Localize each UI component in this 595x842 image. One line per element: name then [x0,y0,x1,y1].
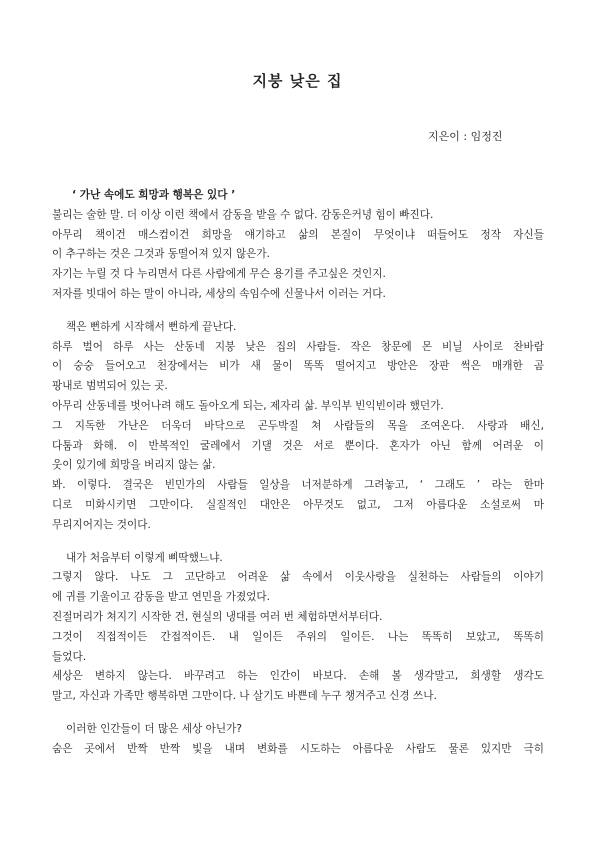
paragraph-line: 에 귀를 기울이고 감동을 받고 연민을 가졌었다. [52,591,271,604]
paragraph-line: 하루 벌어 하루 사는 산동네 지붕 낮은 집의 사람들. 작은 창문에 몬 비닐 사이로 찬바람 [52,340,544,353]
paragraph-line: 저자를 빗대어 하는 말이 아니라, 세상의 속임수에 신물나서 이러는 거다. [52,287,386,300]
author-line: 지은이 : 임정진 [428,130,503,143]
paragraph-gap [52,305,544,318]
paragraph-line: 이러한 인간들이 더 많은 세상 아닌가? [66,722,242,735]
document-subtitle: ‘ 가난 속에도 희망과 행복은 있다 ’ [72,189,236,201]
paragraph-line: 숨은 곳에서 반짝 반짝 빛을 내며 변화를 시도하는 아름다운 사람도 물론 있지만 극히 [52,742,544,755]
paragraph-line: 무리지어지는 것이다. [52,518,151,531]
paragraph-gap [52,707,544,720]
paragraph-line: 그것이 직접적이든 간접적이든. 내 일이든 주위의 일이든. 나는 똑똑히 보았고, 똑똑히 [52,630,544,643]
paragraph-line: 말고, 자신과 가족만 행복하면 그만이다. 나 살기도 바쁜데 누구 챙겨주고 신경 쓰나. [52,690,437,703]
paragraph-line: 이 숭숭 들어오고 천장에서는 비가 새 물이 똑똑 떨어지고 방안은 장판 썩은 매캐한 곰 [52,360,544,373]
paragraph-line: 자기는 누릴 것 다 누리면서 다른 사람에게 무슨 용기를 주고싶은 것인지. [52,268,386,281]
paragraph-line: 다툼과 화해. 이 반복적인 굴레에서 기댈 것은 서로 뿐이다. 혼자가 아닌 함께 어려운 이 [52,439,544,452]
document-body [52,186,544,760]
paragraph-line: 내가 처음부터 이렇게 삐딱했느냐. [66,551,223,564]
paragraph-line: 아무리 책이건 매스컴이건 희망을 얘기하고 삶의 본질이 무엇이냐 떠들어도 정작 자신들 [52,228,544,241]
paragraph-line: 진절머리가 쳐지기 시작한 건, 현실의 냉대를 여러 번 체험하면서부터다. [52,610,383,623]
paragraph-line: 아무리 산동네를 벗어나려 해도 돌아오게 되는, 제자리 삶. 부익부 빈익빈이라 했던가. [52,399,444,412]
paragraph-line: 봐. 이렇다. 결국은 빈민가의 사람들 일상을 너저분하게 그려놓고, ‘ 그래도 ’ 라는 한마 [52,479,544,492]
document-title: 지붕 낮은 집 [252,72,343,90]
paragraph-line: 디로 미화시키면 그만이다. 실질적인 대안은 아무것도 없고, 그저 아름다운 소설로써 마 [52,498,544,511]
paragraph-line: 그렇지 않다. 나도 그 고단하고 어려운 삶 속에서 이웃사랑을 실천하는 사람들의 이야기 [52,571,544,584]
paragraph-line: 팡내로 범벅되어 있는 곳. [52,380,168,393]
paragraph-gap [52,536,544,549]
paragraph-line: 들었다. [52,650,87,663]
paragraph-line: 세상은 변하지 않는다. 바꾸려고 하는 인간이 바보다. 손해 볼 생각말고, 희생할 생각도 [52,670,544,683]
paragraph-line: 그 지독한 가난은 더욱더 바닥으로 곤두박질 쳐 사람들의 목을 조여온다. 사랑과 배신, [52,419,544,432]
paragraph-line: 웃이 있기에 희망을 버리지 않는 삶. [52,459,216,472]
paragraph-line: 책은 뻔하게 시작해서 뻔하게 끝난다. [66,320,237,333]
paragraph-line: 이 추구하는 것은 그것과 동떨어져 있지 않은가. [52,248,271,261]
paragraph-line: 불리는 술한 말. 더 이상 이런 책에서 감동을 받을 수 없다. 감동은커녕 힘이 빠진다. [52,208,434,221]
